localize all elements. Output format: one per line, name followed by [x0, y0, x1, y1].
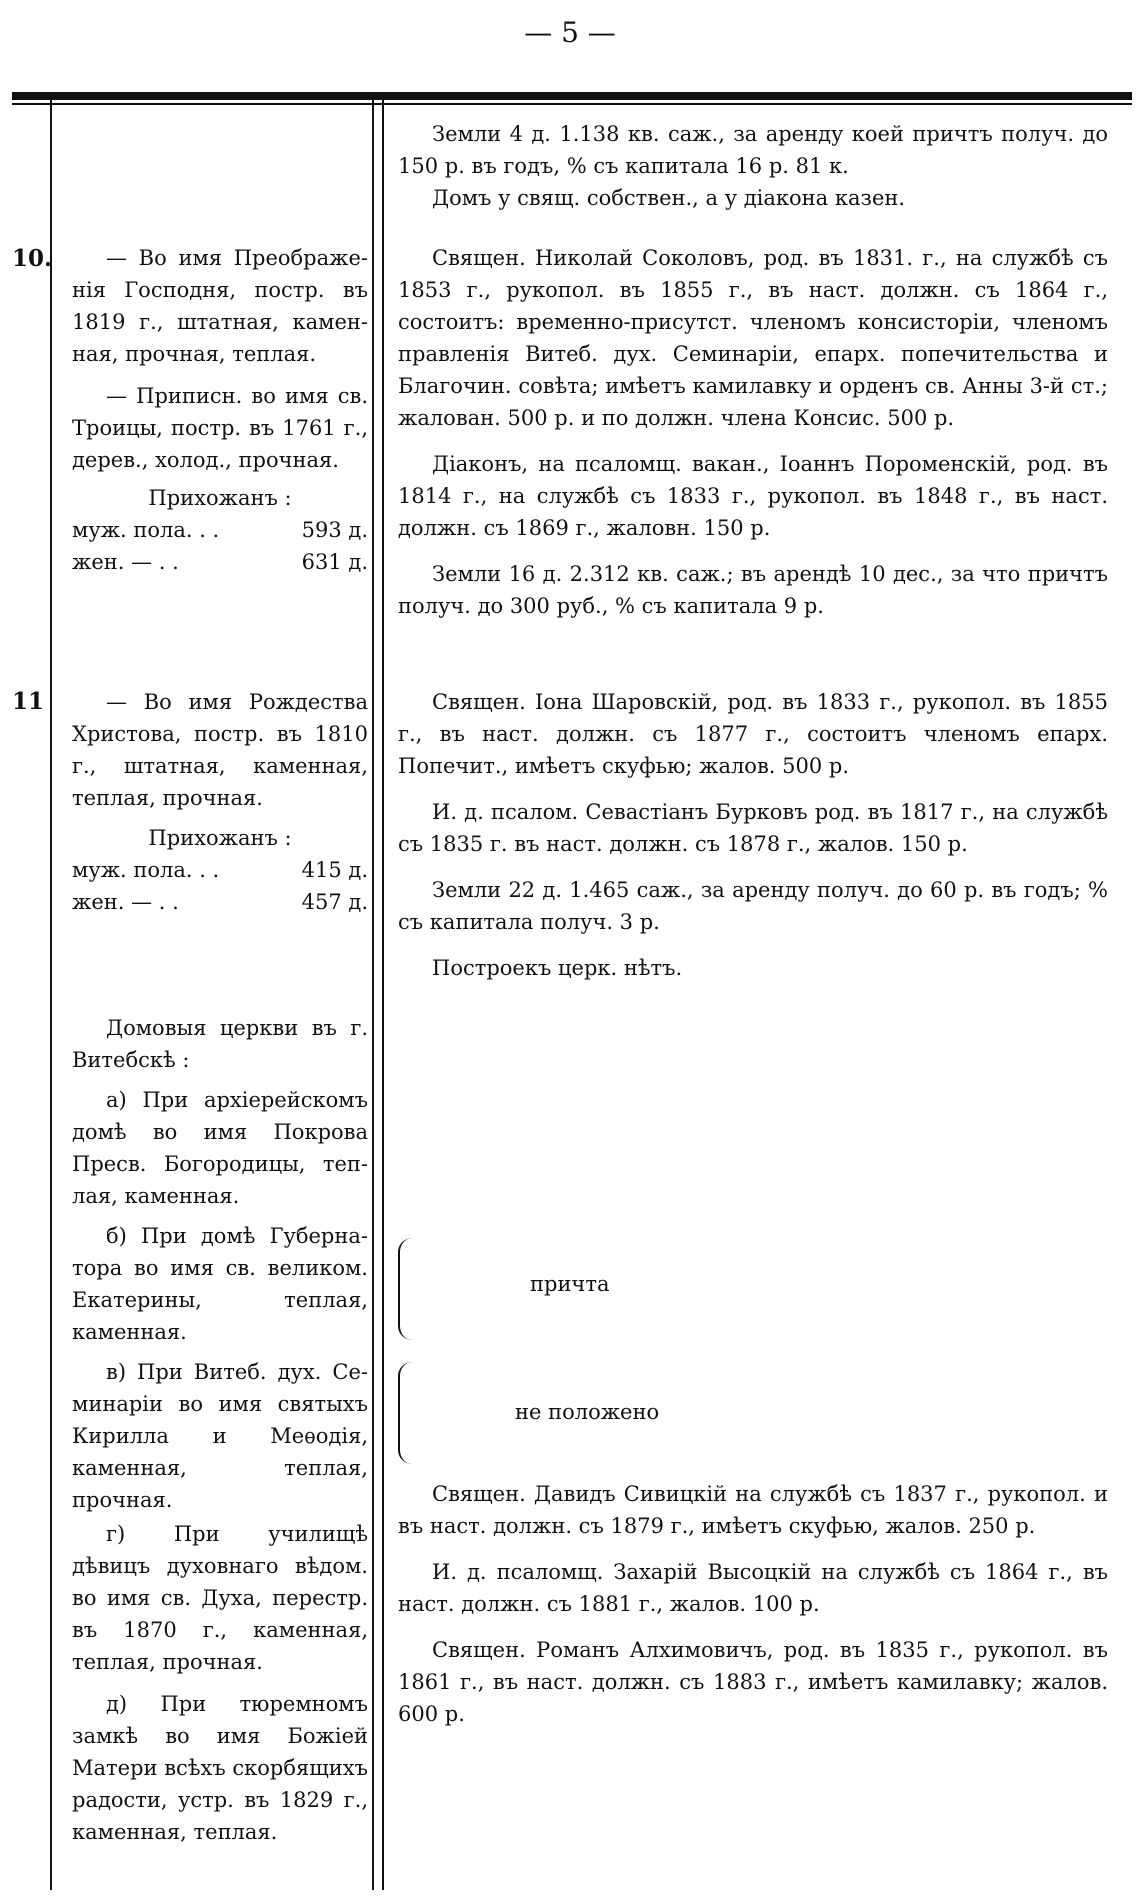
right-p8: Земли 22 д. 1.465 саж., за аренду получ. до 60 р. въ годъ; % съ капитала получ. 3 р. [398, 878, 1108, 934]
home-churches-heading: Домовыя церкви въ г. Витебскѣ : [72, 1016, 368, 1072]
entry-11-female-count: 457 д. [301, 890, 368, 914]
entry-11-left [72, 686, 368, 918]
right-block-2 [398, 242, 1108, 622]
entry-10-female-count: 631 д. [301, 550, 368, 574]
home-church-b: б) При домѣ Губернатора во имя св. великом. Екатерины, теплая, каменная. [72, 1224, 368, 1344]
home-church-a: а) При архіерейскомъ домѣ во имя Покрова Пресв. Богородицы, теплая, каменная. [72, 1088, 368, 1208]
home-church-d: г) При училищѣ дѣвицъ духовнаго вѣдом. во имя св. Духа, перестр. въ 1870 г., каменная, теплая, прочная. [72, 1522, 368, 1674]
entry-11-male-count: 415 д. [301, 858, 368, 882]
right-block-1 [398, 118, 1108, 214]
home-church-c: в) При Витеб. дух. Семинаріи во имя святыхъ Кирилла и Меѳодія, каменная, теплая, прочная. [72, 1360, 368, 1512]
right-block-3 [398, 686, 1108, 984]
entry-11-male-label: муж. пола. . . [72, 858, 220, 882]
entry-10-female-label: жен. — . . [72, 550, 179, 574]
entry-10-parishioners-label: Прихожанъ : [148, 486, 292, 510]
entry-number-11: 11 [12, 688, 45, 715]
right-p3: Священ. Николай Соколовъ, род. въ 1831. г., на службѣ съ 1853 г., рукопол. въ 1855 г., въ наст. должн. съ 1864 г., состоитъ: временно-присутст. членомъ консисторіи, членомъ правленія Витеб. дух. Семинаріи, епарх. попечительства и Благочин. совѣта; имѣетъ камилавку и орденъ св. Анны 3-й ст.; жалован. 500 р. и по должн. члена Консис. 500 р. [398, 246, 1108, 430]
right-p4: Діаконъ, на псаломщ. вакан., Іоаннъ Пороменскій, род. въ 1814 г., на службѣ съ 1833 г., рукопол. въ 1848 г., въ наст. должн. съ 1869 г., жаловн. 150 р. [398, 452, 1108, 540]
right-p2: Домъ у свящ. собствен., а у діакона казен. [432, 186, 906, 210]
entry-11-parishioners-label: Прихожанъ : [148, 826, 292, 850]
header-rule-thin [12, 103, 1132, 105]
right-p6: Священ. Іона Шаровскій, род. въ 1833 г., рукопол. въ 1855 г., въ наст. должн. съ 1877 г., состоитъ членомъ епарх. Попечит., имѣетъ скуфью; жалов. 500 р. [398, 690, 1108, 778]
entry-10-annex: — Приписн. во имя св. Троицы, постр. въ 1761 г., дерев., холод., прочная. [72, 384, 368, 472]
entry-11-female-row [72, 886, 368, 918]
entry-10-left [72, 242, 368, 578]
column-divider-left [50, 100, 52, 1890]
entry-11-female-label: жен. — . . [72, 890, 179, 914]
right-block-4 [398, 1478, 1108, 1730]
entry-number-10: 10. [12, 245, 53, 272]
entry-11-church: — Во имя Рождества Христова, постр. въ 1810 г., штатная, каменная, теплая, прочная. [72, 690, 368, 810]
right-p12: Священ. Романъ Алхимовичъ, род. въ 1835 г., рукопол. въ 1861 г., въ наст. должн. съ 1883 г., имѣетъ камилавку; жалов. 600 р. [398, 1638, 1108, 1726]
home-church-e: д) При тюремномъ замкѣ во имя Божіей Матери всѣхъ скорбящихъ радости, устр. въ 1829 г., каменная, теплая. [72, 1692, 368, 1844]
page-number: — 5 — [524, 16, 616, 49]
entry-10-male-count: 593 д. [301, 518, 368, 542]
column-divider-middle-2 [382, 100, 384, 1890]
right-p7: И. д. псалом. Севастіанъ Бурковъ род. въ 1817 г., на службѣ съ 1835 г. въ наст. должн. съ 1878 г., жалов. 150 р. [398, 800, 1108, 856]
brace-text-clergy: причта [530, 1272, 610, 1296]
right-p5: Земли 16 д. 2.312 кв. саж.; въ арендѣ 10 дес., за что причтъ получ. до 300 руб., % съ капитала 9 р. [398, 562, 1108, 618]
entry-11-male-row [72, 854, 368, 886]
home-church-e-block [72, 1688, 368, 1848]
column-divider-middle [372, 100, 374, 1890]
right-p1: Земли 4 д. 1.138 кв. саж., за аренду коей причтъ получ. до 150 р. въ годъ, % съ капитала 16 р. 81 к. [398, 122, 1108, 178]
header-rule-thick [12, 92, 1132, 100]
entry-10-church: — Во имя Преображенія Господня, постр. въ 1819 г., штатная, каменная, прочная, теплая. [72, 246, 368, 366]
brace-bottom [398, 1362, 418, 1464]
right-p11: И. д. псаломщ. Захарій Высоцкій на службѣ съ 1864 г., въ наст. должн. съ 1881 г., жалов. 100 р. [398, 1560, 1108, 1616]
right-p10: Священ. Давидъ Сивицкій на службѣ съ 1837 г., рукопол. и въ наст. должн. съ 1879 г., имѣетъ скуфью, жалов. 250 р. [398, 1482, 1108, 1538]
brace-text-not-assigned: не положено [515, 1400, 660, 1424]
entry-10-male-label: муж. пола. . . [72, 518, 220, 542]
entry-10-female-row [72, 546, 368, 578]
brace-top [398, 1238, 418, 1340]
right-p9: Построекъ церк. нѣтъ. [432, 956, 683, 980]
entry-10-male-row [72, 514, 368, 546]
home-churches [72, 1012, 368, 1678]
